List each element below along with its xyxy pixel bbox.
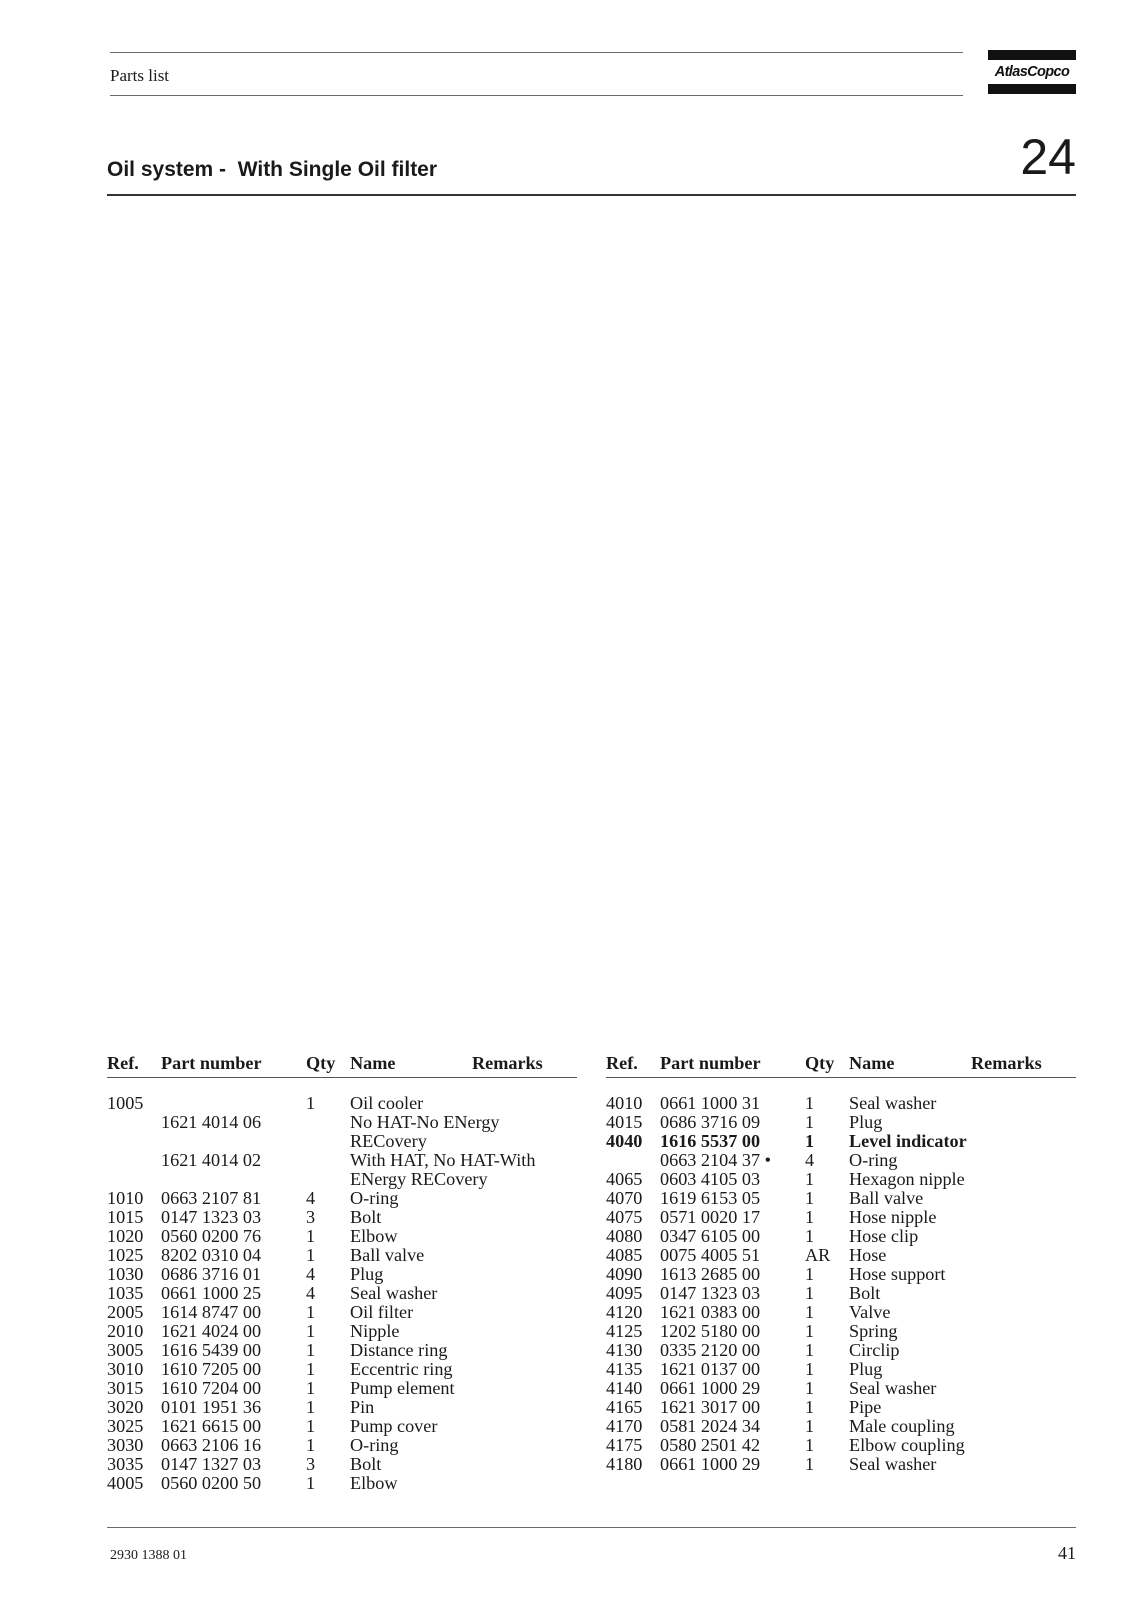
cell-ref: 4170 [606, 1416, 643, 1436]
cell-qty: 4 [306, 1188, 316, 1208]
cell-part-number: 1621 4024 00 [161, 1321, 262, 1341]
cell-ref: 4095 [606, 1283, 643, 1303]
cell-qty: 1 [805, 1416, 815, 1436]
cell-ref: 4175 [606, 1435, 643, 1455]
cell-part-number: 1616 5439 00 [161, 1340, 262, 1360]
section-title-rule [107, 194, 1076, 196]
cell-qty: 1 [306, 1302, 316, 1322]
cell-name: Hose nipple [849, 1207, 937, 1227]
cell-part-number: 0603 4105 03 [660, 1169, 761, 1189]
cell-name: Elbow [350, 1473, 398, 1493]
cell-qty: 1 [805, 1397, 815, 1417]
cell-name: Seal washer [849, 1093, 937, 1113]
header-bottom-rule [110, 95, 963, 96]
cell-ref: 3020 [107, 1397, 144, 1417]
cell-name: Hexagon nipple [849, 1169, 965, 1189]
col-qty-header: Qty [306, 1053, 336, 1073]
cell-ref: 4075 [606, 1207, 643, 1227]
table-row [107, 1341, 577, 1360]
cell-qty: 1 [306, 1321, 316, 1341]
cell-qty: 4 [805, 1150, 815, 1170]
logo-top-bar [988, 50, 1076, 60]
cell-ref: 3035 [107, 1454, 144, 1474]
footer-doc-number: 2930 1388 01 [110, 1548, 187, 1563]
table-row [606, 1227, 1076, 1246]
cell-ref: 4005 [107, 1473, 144, 1493]
table-row [606, 1360, 1076, 1379]
cell-part-number: 0147 1327 03 [161, 1454, 262, 1474]
cell-ref: 2005 [107, 1302, 144, 1322]
table-row [606, 1284, 1076, 1303]
col-qty-header: Qty [805, 1053, 835, 1073]
col-ref-header: Ref. [107, 1053, 139, 1073]
cell-ref: 1015 [107, 1207, 144, 1227]
cell-ref: 1030 [107, 1264, 144, 1284]
cell-name: Elbow [350, 1226, 398, 1246]
table-row [107, 1379, 577, 1398]
table-header [606, 1051, 1076, 1075]
cell-part-number: 1202 5180 00 [660, 1321, 761, 1341]
cell-part-number: 1616 5537 00 [660, 1131, 761, 1151]
cell-ref: 3015 [107, 1378, 144, 1398]
cell-qty: 1 [306, 1473, 316, 1493]
cell-part-number: 0686 3716 01 [161, 1264, 262, 1284]
cell-ref: 4065 [606, 1169, 643, 1189]
table-row [107, 1417, 577, 1436]
cell-ref: 4165 [606, 1397, 643, 1417]
cell-part-number: 8202 0310 04 [161, 1245, 262, 1265]
cell-ref: 3010 [107, 1359, 144, 1379]
cell-name: Plug [849, 1112, 883, 1132]
cell-ref: 4080 [606, 1226, 643, 1246]
cell-name: O-ring [350, 1435, 399, 1455]
cell-qty: 1 [805, 1378, 815, 1398]
table-header-rule [107, 1077, 577, 1078]
cell-part-number: 0571 0020 17 [660, 1207, 761, 1227]
atlas-copco-logo [988, 50, 1076, 94]
illustration-area [107, 205, 1076, 1035]
cell-name: Bolt [350, 1207, 382, 1227]
cell-qty: AR [805, 1245, 831, 1265]
cell-ref: 4180 [606, 1454, 643, 1474]
cell-qty: 1 [306, 1416, 316, 1436]
cell-part-number: 0147 1323 03 [660, 1283, 761, 1303]
col-name-header: Name [350, 1053, 396, 1073]
cell-part-number: 1621 0383 00 [660, 1302, 761, 1322]
table-row [107, 1455, 577, 1474]
cell-part-number: 0661 1000 25 [161, 1283, 262, 1303]
cell-ref: 3005 [107, 1340, 144, 1360]
table-row [107, 1170, 577, 1189]
cell-qty: 1 [805, 1226, 815, 1246]
table-row [606, 1189, 1076, 1208]
table-row [107, 1094, 577, 1113]
cell-qty: 1 [805, 1169, 815, 1189]
cell-qty: 1 [306, 1245, 316, 1265]
table-row [107, 1246, 577, 1265]
cell-name: Male coupling [849, 1416, 955, 1436]
table-row [107, 1132, 577, 1151]
cell-qty: 1 [805, 1283, 815, 1303]
cell-name: Spring [849, 1321, 898, 1341]
col-part-number-header: Part number [660, 1053, 761, 1073]
table-row [606, 1094, 1076, 1113]
cell-part-number: 0560 0200 76 [161, 1226, 262, 1246]
section-title: Oil system - With Single Oil filter [107, 158, 438, 181]
table-row [107, 1151, 577, 1170]
cell-part-number: 0661 1000 29 [660, 1454, 761, 1474]
cell-part-number: 0581 2024 34 [660, 1416, 761, 1436]
cell-ref: 4130 [606, 1340, 643, 1360]
cell-qty: 1 [805, 1131, 815, 1151]
cell-name: Seal washer [849, 1454, 937, 1474]
table-row [606, 1208, 1076, 1227]
cell-qty: 1 [805, 1093, 815, 1113]
col-name-header: Name [849, 1053, 895, 1073]
cell-ref: 4070 [606, 1188, 643, 1208]
cell-name: Ball valve [849, 1188, 924, 1208]
cell-part-number: 0101 1951 36 [161, 1397, 262, 1417]
cell-part-number: 1613 2685 00 [660, 1264, 761, 1284]
table-row [107, 1303, 577, 1322]
cell-part-number: 0663 2106 16 [161, 1435, 262, 1455]
cell-name: Plug [849, 1359, 883, 1379]
cell-ref: 4135 [606, 1359, 643, 1379]
cell-part-number: 0661 1000 29 [660, 1378, 761, 1398]
table-header [107, 1051, 577, 1075]
cell-part-number: 1610 7205 00 [161, 1359, 262, 1379]
col-part-number-header: Part number [161, 1053, 262, 1073]
cell-qty: 1 [306, 1435, 316, 1455]
cell-qty: 1 [805, 1435, 815, 1455]
cell-qty: 1 [306, 1378, 316, 1398]
table-row [606, 1417, 1076, 1436]
cell-ref: 4120 [606, 1302, 643, 1322]
cell-part-number: 0663 2107 81 [161, 1188, 262, 1208]
cell-part-number: 1614 8747 00 [161, 1302, 262, 1322]
cell-part-number: 1610 7204 00 [161, 1378, 262, 1398]
cell-name: Ball valve [350, 1245, 425, 1265]
cell-ref: 4090 [606, 1264, 643, 1284]
table-row [606, 1265, 1076, 1284]
cell-part-number: 0686 3716 09 [660, 1112, 761, 1132]
table-row [606, 1379, 1076, 1398]
table-row [107, 1360, 577, 1379]
table-row [107, 1322, 577, 1341]
table-row [606, 1132, 1076, 1151]
table-row [606, 1170, 1076, 1189]
cell-qty: 1 [805, 1302, 815, 1322]
cell-ref: 1005 [107, 1093, 144, 1113]
cell-ref: 4140 [606, 1378, 643, 1398]
cell-ref: 4015 [606, 1112, 643, 1132]
cell-qty: 1 [805, 1207, 815, 1227]
cell-qty: 1 [306, 1226, 316, 1246]
cell-name: Oil cooler [350, 1093, 424, 1113]
cell-qty: 1 [805, 1340, 815, 1360]
cell-name: Pipe [849, 1397, 882, 1417]
cell-part-number: 1619 6153 05 [660, 1188, 761, 1208]
table-row [107, 1227, 577, 1246]
cell-name: Eccentric ring [350, 1359, 453, 1379]
cell-name: Bolt [350, 1454, 382, 1474]
cell-name: Hose clip [849, 1226, 919, 1246]
cell-ref: 4010 [606, 1093, 643, 1113]
logo-text: AtlasCopco [994, 64, 1070, 80]
cell-qty: 4 [306, 1264, 316, 1284]
cell-ref: 1035 [107, 1283, 144, 1303]
table-row [107, 1436, 577, 1455]
header-top-rule [110, 52, 963, 53]
cell-name: Seal washer [849, 1378, 937, 1398]
cell-name: Circlip [849, 1340, 900, 1360]
cell-ref: 4040 [606, 1131, 643, 1151]
header-label: Parts list [110, 66, 170, 85]
cell-qty: 1 [805, 1112, 815, 1132]
cell-part-number: 1621 4014 02 [161, 1150, 262, 1170]
cell-qty: 1 [306, 1359, 316, 1379]
table-rows [606, 1094, 1076, 1474]
col-ref-header: Ref. [606, 1053, 638, 1073]
table-row [606, 1246, 1076, 1265]
cell-qty: 1 [306, 1093, 316, 1113]
cell-part-number: 1621 0137 00 [660, 1359, 761, 1379]
cell-ref: 2010 [107, 1321, 144, 1341]
cell-name: RECovery [350, 1131, 427, 1151]
cell-name: Hose [849, 1245, 887, 1265]
cell-name: Nipple [350, 1321, 400, 1341]
cell-name: Seal washer [350, 1283, 438, 1303]
cell-name: With HAT, No HAT-With [350, 1150, 536, 1170]
cell-part-number: 0347 6105 00 [660, 1226, 761, 1246]
cell-ref: 3030 [107, 1435, 144, 1455]
cell-qty: 1 [306, 1340, 316, 1360]
cell-name: ENergy RECovery [350, 1169, 488, 1189]
cell-part-number: 0580 2501 42 [660, 1435, 761, 1455]
cell-name: Hose support [849, 1264, 946, 1284]
cell-name: Bolt [849, 1283, 881, 1303]
section-number: 24 [1020, 129, 1076, 185]
table-row [107, 1474, 577, 1493]
table-row [107, 1208, 577, 1227]
cell-qty: 3 [306, 1207, 316, 1227]
cell-part-number: 0335 2120 00 [660, 1340, 761, 1360]
table-row [606, 1455, 1076, 1474]
table-row [606, 1436, 1076, 1455]
cell-qty: 1 [805, 1321, 815, 1341]
table-row [606, 1113, 1076, 1132]
table-row [606, 1322, 1076, 1341]
logo-bottom-bar [988, 84, 1076, 94]
table-row [606, 1151, 1076, 1170]
table-rows [107, 1094, 577, 1493]
footer-page-number: 41 [1058, 1543, 1076, 1563]
cell-qty: 1 [805, 1359, 815, 1379]
cell-ref: 4085 [606, 1245, 643, 1265]
cell-qty: 1 [306, 1397, 316, 1417]
footer-rule [107, 1527, 1076, 1528]
table-row [107, 1398, 577, 1417]
cell-name: Distance ring [350, 1340, 448, 1360]
cell-name: Elbow coupling [849, 1435, 965, 1455]
cell-name: Pin [350, 1397, 375, 1417]
cell-qty: 1 [805, 1264, 815, 1284]
cell-name: Pump cover [350, 1416, 438, 1436]
cell-ref: 1020 [107, 1226, 144, 1246]
cell-ref: 4125 [606, 1321, 643, 1341]
table-header-rule [606, 1077, 1076, 1078]
cell-qty: 1 [805, 1188, 815, 1208]
table-row [606, 1303, 1076, 1322]
cell-ref: 1010 [107, 1188, 144, 1208]
cell-name: O-ring [350, 1188, 399, 1208]
cell-part-number: 0075 4005 51 [660, 1245, 761, 1265]
cell-part-number: 0663 2104 37 • [660, 1150, 771, 1170]
cell-part-number: 0661 1000 31 [660, 1093, 761, 1113]
table-row [606, 1398, 1076, 1417]
table-row [606, 1341, 1076, 1360]
cell-qty: 4 [306, 1283, 316, 1303]
cell-name: No HAT-No ENergy [350, 1112, 500, 1132]
cell-part-number: 0147 1323 03 [161, 1207, 262, 1227]
cell-ref: 1025 [107, 1245, 144, 1265]
table-row [107, 1265, 577, 1284]
cell-name: Oil filter [350, 1302, 414, 1322]
table-row [107, 1284, 577, 1303]
cell-name: Level indicator [849, 1131, 967, 1151]
cell-qty: 3 [306, 1454, 316, 1474]
cell-part-number: 1621 6615 00 [161, 1416, 262, 1436]
cell-name: Plug [350, 1264, 384, 1284]
cell-name: Valve [849, 1302, 891, 1322]
cell-name: O-ring [849, 1150, 898, 1170]
cell-name: Pump element [350, 1378, 455, 1398]
cell-part-number: 1621 4014 06 [161, 1112, 262, 1132]
col-remarks-header: Remarks [472, 1053, 543, 1073]
table-row [107, 1189, 577, 1208]
cell-part-number: 0560 0200 50 [161, 1473, 262, 1493]
table-row [107, 1113, 577, 1132]
cell-part-number: 1621 3017 00 [660, 1397, 761, 1417]
col-remarks-header: Remarks [971, 1053, 1042, 1073]
cell-ref: 3025 [107, 1416, 144, 1436]
cell-qty: 1 [805, 1454, 815, 1474]
